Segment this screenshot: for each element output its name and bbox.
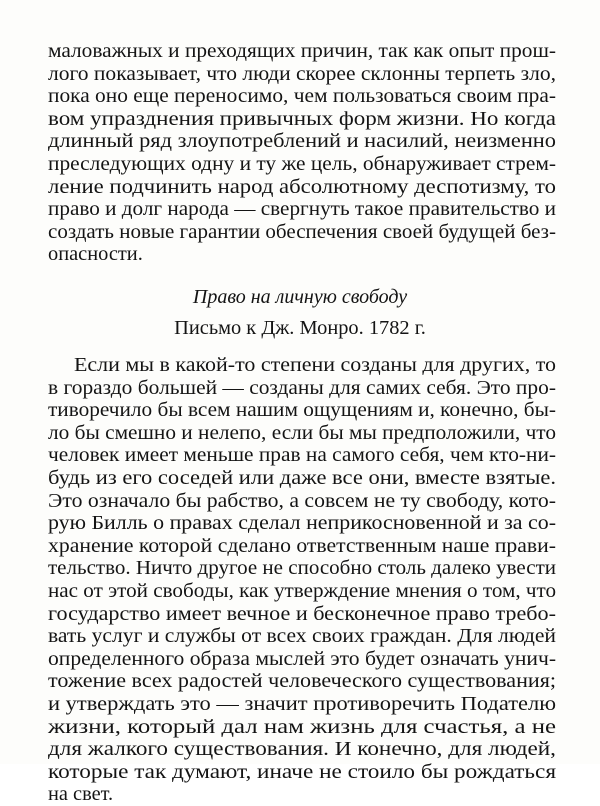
- line-text: нас от этой свободы, как утверждение мнения о том, что: [48, 580, 557, 602]
- line-text: Если мы в какой-то степени созданы для других, то: [74, 354, 557, 376]
- line-text: маловажных и преходящих причин, так как опыт прош-: [48, 40, 557, 62]
- letter-heading-wrap: [0, 314, 600, 342]
- line-text: право и долг народа — свергнуть такое правительство и: [48, 198, 557, 221]
- line-text: вом упразднения привычных форм жизни. Но когда: [48, 107, 557, 130]
- line-text: пока оно еще переносимо, чем пользоваться своим пра-: [48, 85, 556, 108]
- line-text: в гораздо большей — созданы для самих себя. Это про-: [48, 376, 556, 399]
- line-text: государство имеет вечное и бесконечное право требо-: [48, 602, 556, 625]
- line-text: тельство. Ничто другое не способно столь далеко увести: [48, 557, 557, 580]
- section-title: Право на личную свободу: [192, 286, 408, 308]
- line-text: опасности.: [48, 243, 143, 266]
- line-text: хранение которой сделано ответственным наше прави-: [48, 534, 556, 557]
- line-text: которые так думают, иначе не стоило бы рождаться: [48, 760, 557, 783]
- line-text: преследующих одну и ту же цель, обнаруживает стрем-: [48, 153, 556, 175]
- line-text: ло бы смешно и нелепо, если бы мы предположили, что: [48, 421, 556, 444]
- line-text: и утверждать это — значит противоречить Подателю: [48, 693, 557, 715]
- line-text: тожение всех радостей человеческого существования;: [48, 670, 557, 693]
- line-text: Это означало бы рабство, а совсем не ту свободу, кото-: [48, 489, 556, 512]
- line-text: длинный ряд злоупотреблений и насилий, неизменно: [48, 130, 556, 153]
- line-text: лого показывает, что люди скорее склонны терпеть зло,: [48, 62, 556, 85]
- line-text: тиворечило бы всем нашим ощущениям и, конечно, бы-: [48, 399, 557, 422]
- line-text: жизни, который дал нам жизнь для счастья, а не: [48, 715, 556, 738]
- line-text: определенного образа мыслей это будет означать унич-: [48, 647, 557, 670]
- line-text: ление подчинить народ абсолютному деспотизму, то: [48, 175, 556, 198]
- line-text: будь из его соседей или даже все они, вместе взятые.: [48, 467, 557, 489]
- line-text: вать услуг и службы от всех своих граждан. Для людей: [48, 625, 556, 648]
- line-text: рую Билль о правах сделал неприкосновенной и за со-: [48, 512, 556, 535]
- line-text: человек имеет меньше прав на самого себя, чем кто-ни-: [48, 444, 557, 467]
- line-text: на свет.: [48, 783, 114, 806]
- letter-heading: Письмо к Дж. Монро. 1782 г.: [174, 317, 426, 339]
- line-text: для жалкого существования. И конечно, для людей,: [48, 738, 556, 761]
- section-title-wrap: [0, 280, 600, 308]
- line-text: создать новые гарантии обеспечения своей будущей без-: [48, 220, 556, 243]
